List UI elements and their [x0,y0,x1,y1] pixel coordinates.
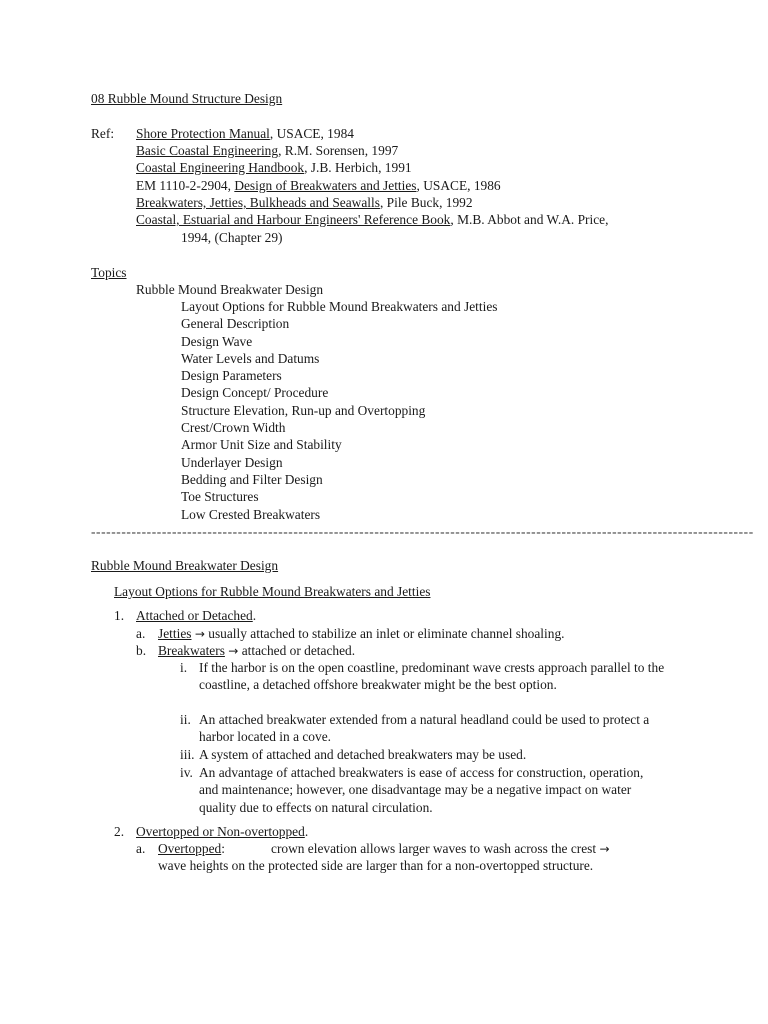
breakwaters-description: attached or detached. [241,643,356,658]
item-2-number: 2. [114,824,125,839]
reference-details: , J.B. Herbich, 1991 [304,160,412,175]
topic-item: Design Concept/ Procedure [181,385,329,401]
topic-item: Layout Options for Rubble Mound Breakwaters and Jetties [181,299,498,314]
reference-details: , Pile Buck, 1992 [379,195,473,210]
topics-heading: Topics [91,265,127,280]
section-title: Rubble Mound Breakwater Design [91,558,279,573]
right-arrow-icon: → [194,627,205,641]
roman-marker: i. [180,660,188,675]
breakwaters-label: Breakwaters [158,643,225,658]
right-arrow-icon: → [228,644,239,658]
topic-item: Design Wave [181,333,253,349]
item-2a-text [271,840,610,858]
topics-list [181,298,497,523]
ref-label: Ref: [91,126,115,141]
right-arrow-icon: → [599,842,610,856]
reference-details: , R.M. Sorensen, 1997 [278,143,399,158]
reference-6-continuation: 1994, (Chapter 29) [181,230,283,245]
item-1b-text [158,642,355,660]
reference-details: , USACE, 1984 [269,126,354,141]
item-1a-marker: a. [136,626,146,641]
overtopped-colon: : [221,841,225,856]
reference-6 [136,211,608,228]
topic-item: Armor Unit Size and Stability [181,437,342,453]
item-1-heading [136,607,256,624]
reference-5 [136,194,473,211]
item-1-number: 1. [114,608,125,623]
roman-item-text: An attached breakwater extended from a natural headland could be used to protect a harbor located in a cove. [199,712,650,745]
item-1b-marker: b. [136,643,147,658]
roman-item-text: An advantage of attached breakwaters is ease of access for construction, operation, and maintenance; however, one disadvantage may be a negative impact on water quality due to effects on natural circulation. [199,765,644,815]
reference-1 [136,125,354,142]
overtopped-label: Overtopped [158,841,222,856]
roman-item-text: A system of attached and detached breakwaters may be used. [199,747,527,762]
item-2-label: Overtopped or Non-overtopped [136,824,305,839]
topics-subheading: Rubble Mound Breakwater Design [136,282,324,297]
topic-item: Water Levels and Datums [181,350,320,366]
reference-title: Basic Coastal Engineering [136,143,279,158]
topic-item: Toe Structures [181,489,259,505]
topic-item: General Description [181,316,290,332]
topic-item: Underlayer Design [181,454,283,470]
document-title: 08 Rubble Mound Structure Design [91,91,283,106]
roman-item-text: If the harbor is on the open coastline, predominant wave crests approach parallel to the coastline, a detached offshore breakwater might be the best option. [199,660,665,693]
jetties-label: Jetties [158,626,192,641]
reference-details: , M.B. Abbot and W.A. Price, [450,212,609,227]
item-2a-marker: a. [136,841,146,856]
roman-marker: iv. [180,765,193,780]
topic-item: Bedding and Filter Design [181,471,323,487]
overtopped-description: crown elevation allows larger waves to wash across the crest [271,841,597,856]
topic-item: Crest/Crown Width [181,420,286,436]
roman-marker: ii. [180,712,191,727]
topic-item: Design Parameters [181,368,282,384]
reference-title: Breakwaters, Jetties, Bulkheads and Seawalls [136,195,380,210]
item-2a-text-continued: wave heights on the protected side are larger than for a non-overtopped structure. [158,858,594,873]
item-2a-label [158,840,225,857]
item-2-suffix: . [304,824,309,839]
reference-title: Shore Protection Manual [136,126,270,141]
topic-item: Low Crested Breakwaters [181,506,321,522]
item-1-suffix: . [252,608,257,623]
section-subtitle: Layout Options for Rubble Mound Breakwaters and Jetties [114,584,431,599]
item-2-heading [136,823,308,840]
topic-item: Structure Elevation, Run-up and Overtopping [181,402,426,418]
reference-2 [136,142,398,159]
reference-details: , USACE, 1986 [416,178,501,193]
item-1-label: Attached or Detached [136,608,253,623]
roman-marker: iii. [180,747,195,762]
item-1a-text [158,625,565,643]
reference-3 [136,159,412,176]
section-divider: ----------------------------------------------------------------------------------------------------------------------------------- [91,524,754,539]
reference-title: Coastal, Estuarial and Harbour Engineers' Reference Book [136,212,451,227]
reference-prefix: EM 1110-2-2904, [136,178,235,193]
reference-title: Design of Breakwaters and Jetties [234,178,417,193]
jetties-description: usually attached to stabilize an inlet or eliminate channel shoaling. [208,626,565,641]
reference-4 [136,177,501,194]
reference-title: Coastal Engineering Handbook [136,160,305,175]
